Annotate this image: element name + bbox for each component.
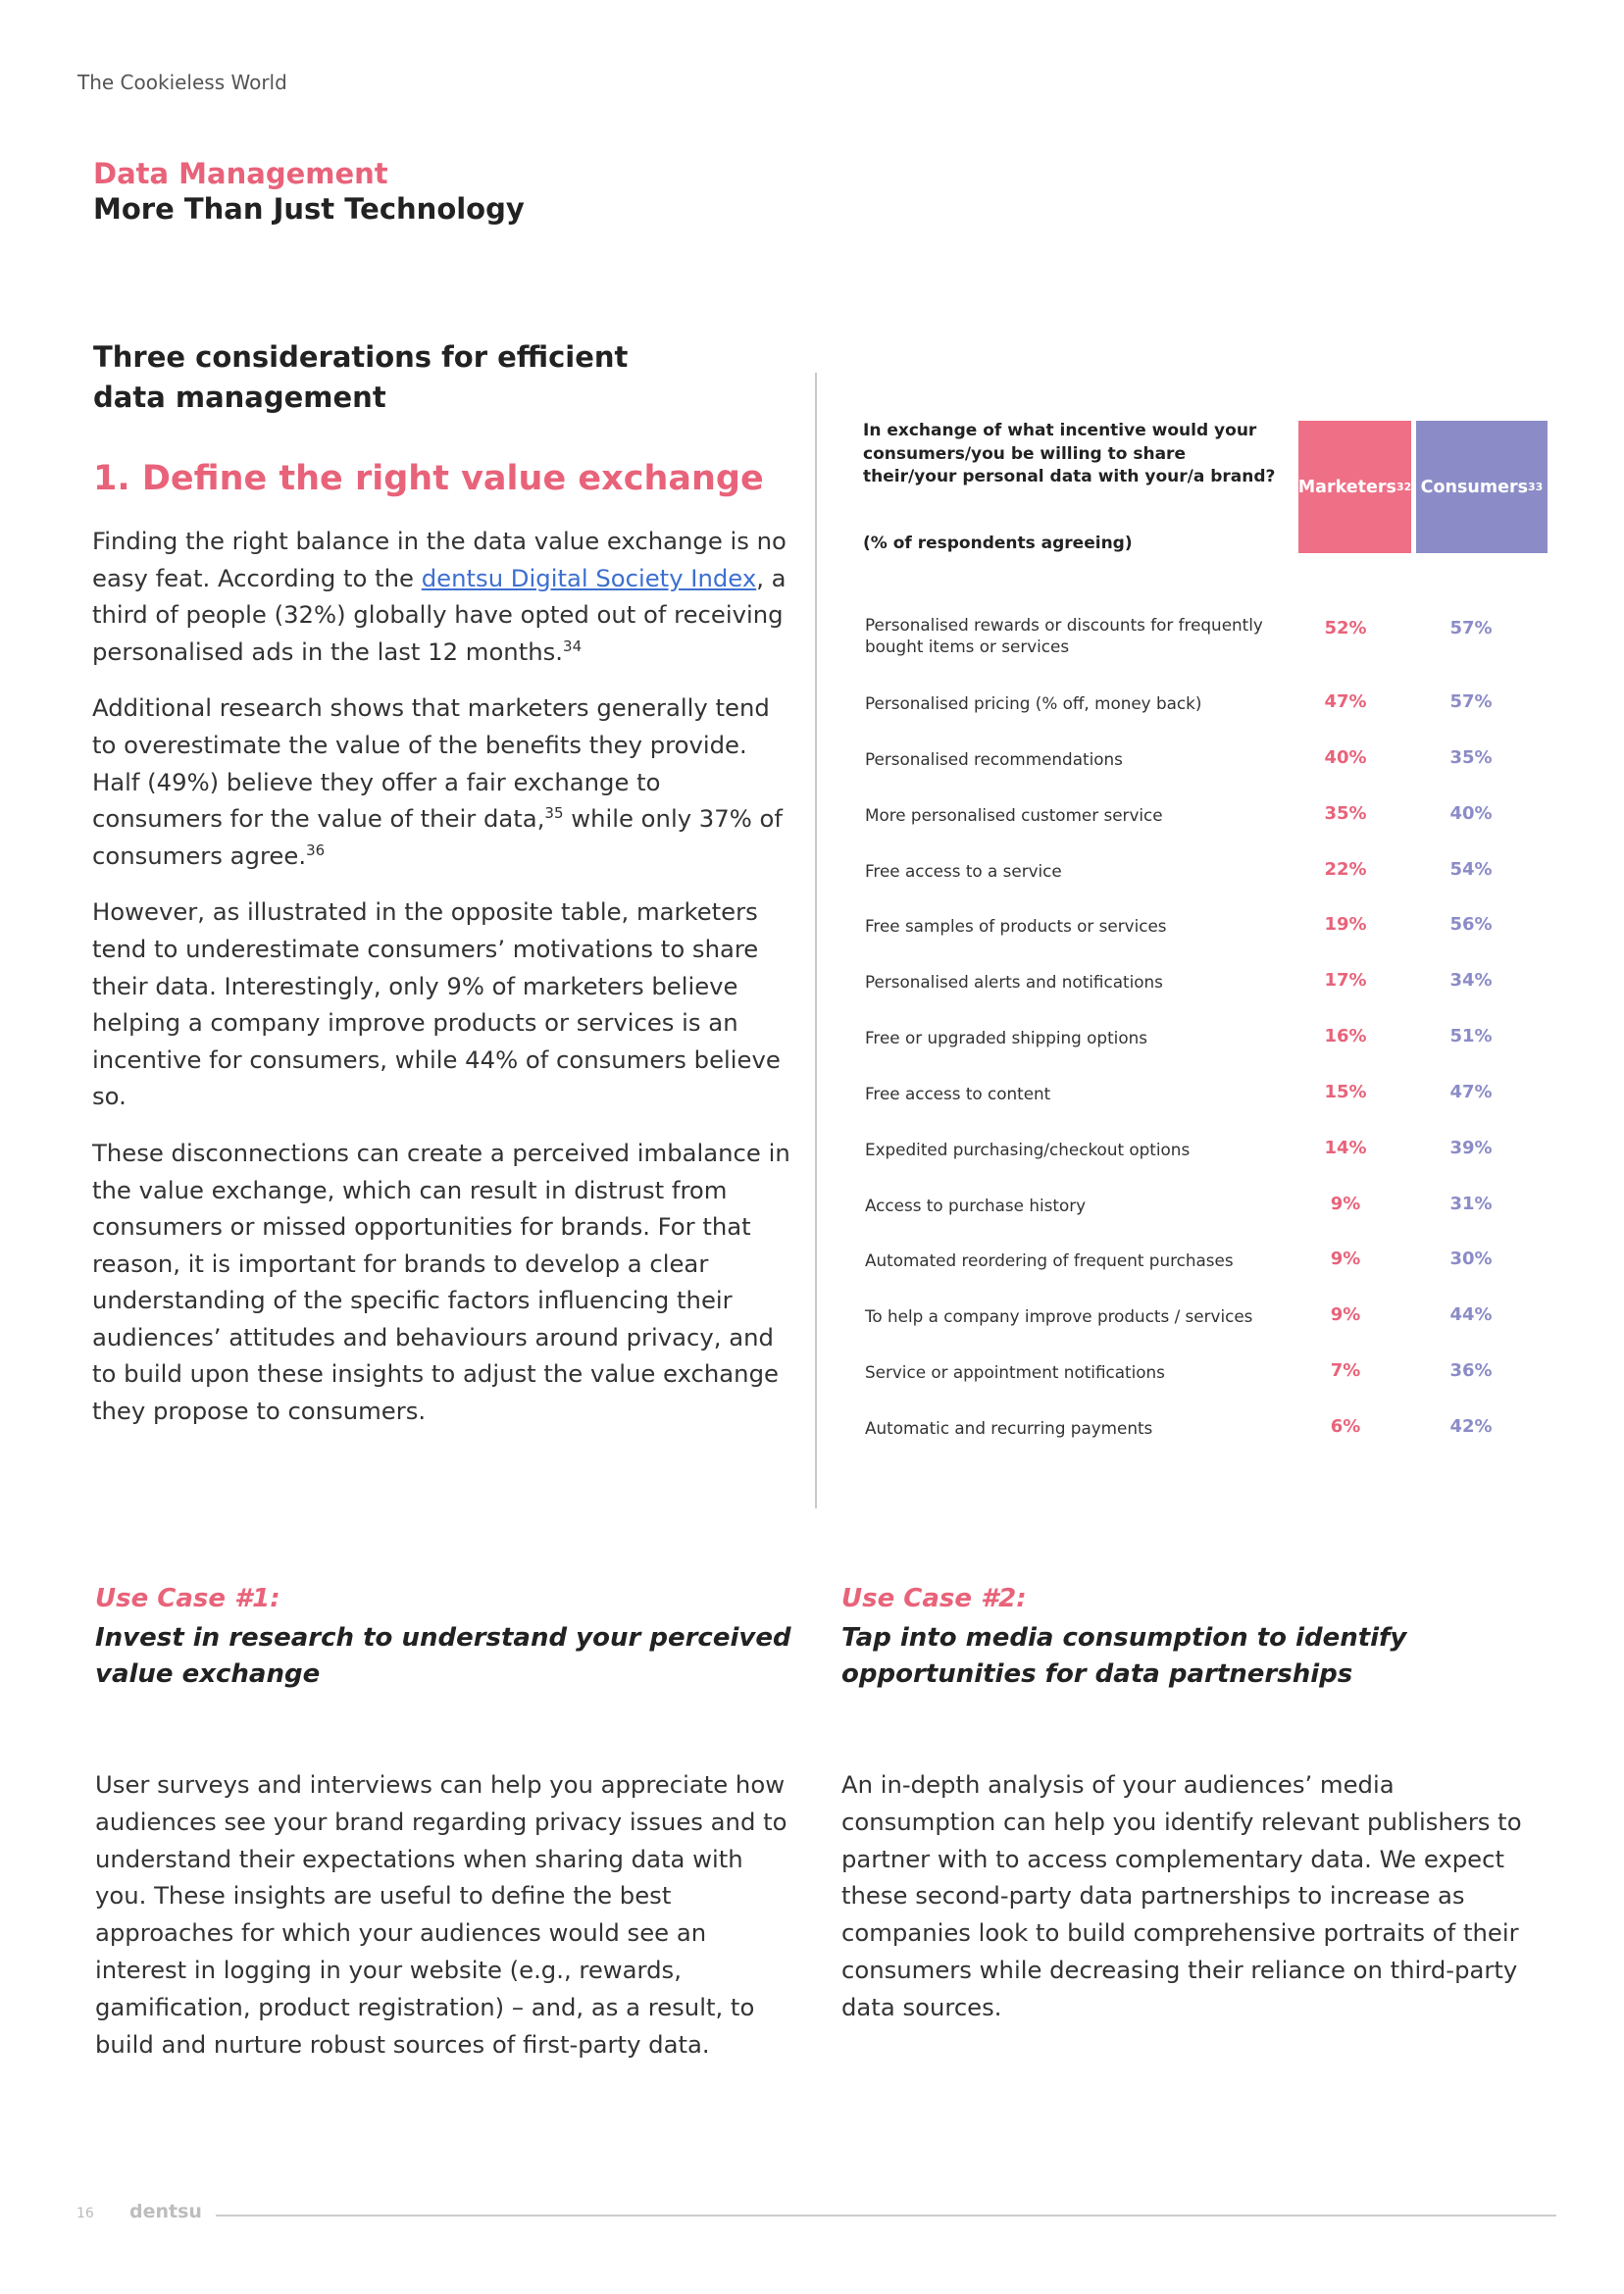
table-row [863, 1305, 1569, 1354]
page-number: 16 [76, 2206, 94, 2221]
table-row [863, 915, 1569, 964]
incentive-label: Service or appointment notifications [865, 1362, 1165, 1382]
marketers-value: 40% [1324, 747, 1367, 768]
table-row [863, 1139, 1569, 1188]
consumers-value: 57% [1449, 618, 1493, 638]
use-case-2-title: Tap into media consumption to identify opportunities for data partnerships [841, 1623, 1407, 1689]
table-row [863, 1083, 1569, 1132]
consumers-value: 56% [1449, 914, 1493, 935]
incentive-label: To help a company improve products / services [865, 1306, 1253, 1326]
marketers-value: 52% [1324, 618, 1367, 638]
running-header: The Cookieless World [77, 71, 287, 94]
consumers-value: 39% [1449, 1138, 1493, 1158]
table-row [863, 748, 1569, 797]
footnote-ref: 36 [306, 841, 326, 859]
incentive-label: Automatic and recurring payments [865, 1418, 1153, 1438]
brand-logo: dentsu [129, 2201, 202, 2222]
use-case-1-body: User surveys and interviews can help you appreciate how audiences see your brand regarding privacy issues and to understand their expectations when sharing data with you. These insights are useful to define the best approaches for which your audiences would see an interest in logging in your website (e.g., rewards, gamification, product registration) – and, as a result, to build and nurture robust sources of first-party data. [95, 1770, 787, 2059]
marketers-value: 6% [1330, 1416, 1361, 1437]
body-text [92, 523, 790, 1450]
table-question: In exchange of what incentive would your consumers/you be willing to share their/your personal data with your/a brand? [863, 421, 1276, 486]
incentive-label: More personalised customer service [865, 805, 1163, 825]
marketers-value: 9% [1330, 1304, 1361, 1325]
marketers-column-header: Marketers 32 [1298, 421, 1411, 553]
marketers-value: 14% [1324, 1138, 1367, 1158]
section-subtitle: More Than Just Technology [93, 192, 525, 226]
paragraph-4: These disconnections can create a perceived imbalance in the value exchange, which can result in distrust from consumers or missed opportunities for brands. For that reason, it is important for brands to develop a clear understanding of the specific factors influencing their audiences’ attitudes and behaviours around privacy, and to build upon these insights to adjust the value exchange they propose to consumers. [92, 1138, 790, 1426]
consumers-value: 51% [1449, 1026, 1493, 1046]
incentive-label: Free or upgraded shipping options [865, 1028, 1147, 1047]
marketers-value: 7% [1330, 1360, 1361, 1381]
consumers-value: 36% [1449, 1360, 1493, 1381]
dsi-link[interactable]: dentsu Digital Society Index [421, 563, 757, 592]
incentive-label: Free access to content [865, 1084, 1051, 1103]
marketers-value: 19% [1324, 914, 1367, 935]
consumers-value: 31% [1449, 1194, 1493, 1214]
table-row [863, 1249, 1569, 1299]
table-row [863, 1027, 1569, 1076]
consumers-value: 42% [1449, 1416, 1493, 1437]
marketers-value: 35% [1324, 803, 1367, 824]
incentive-label: Expedited purchasing/checkout options [865, 1140, 1191, 1159]
use-case-2-body: An in-depth analysis of your audiences’ media consumption can help you identify relevant publishers to partner with to access complementary data. We expect these second-party data partnerships to increase as companies look to build comprehensive portraits of their consumers while decreasing their reliance on third-party data sources. [841, 1770, 1522, 2021]
marketers-value: 15% [1324, 1082, 1367, 1102]
footnote-ref: 34 [563, 637, 583, 655]
consumers-value: 44% [1449, 1304, 1493, 1325]
consumers-value: 47% [1449, 1082, 1493, 1102]
marketers-value: 47% [1324, 691, 1367, 712]
marketers-value: 22% [1324, 859, 1367, 880]
consumers-column-header: Consumers 33 [1416, 421, 1548, 553]
table-note: (% of respondents agreeing) [863, 534, 1133, 553]
paragraph-1: Finding the right balance in the data value exchange is no easy feat. According to the dentsu Digital Society Index, a third of people (32%) globally have opted out of receiving personalised ads in the last 12 months.$^{34}$ [92, 527, 787, 666]
incentive-label: Personalised alerts and notifications [865, 972, 1163, 992]
incentive-label: Personalised recommendations [865, 749, 1123, 769]
use-case-2-label: Use Case #2: [841, 1584, 1027, 1613]
marketers-value: 17% [1324, 970, 1367, 991]
consumers-value: 40% [1449, 803, 1493, 824]
footnote-ref: 35 [544, 804, 564, 823]
marketers-value: 9% [1330, 1194, 1361, 1214]
use-case-1-label: Use Case #1: [95, 1584, 280, 1613]
consumers-value: 30% [1449, 1249, 1493, 1269]
table-row [863, 804, 1569, 853]
incentive-label: Free samples of products or services [865, 916, 1167, 936]
consumers-value: 57% [1449, 691, 1493, 712]
paragraph-2: Additional research shows that marketers generally tend to overestimate the value of the benefits they provide. Half (49%) believe they offer a fair exchange to consumers for the value of their data,$^{35}$ while only 37% of consumers agree.$^{36}$ [92, 693, 783, 870]
incentive-label: Access to purchase history [865, 1196, 1087, 1215]
footer-rule [216, 2215, 1556, 2217]
consumers-value: 54% [1449, 859, 1493, 880]
marketers-value: 9% [1330, 1249, 1361, 1269]
table-row [863, 614, 1569, 663]
paragraph-3: However, as illustrated in the opposite table, marketers tend to underestimate consumers’ motivations to share their data. Interestingly, only 9% of marketers believe helping a company improve products or services is an incentive for consumers, while 44% of consumers believe so. [92, 897, 781, 1111]
table-row [863, 971, 1569, 1020]
incentive-label: Automated reordering of frequent purchases [865, 1250, 1234, 1270]
use-case-1-title: Invest in research to understand your perceived value exchange [95, 1623, 791, 1689]
consumers-value: 35% [1449, 747, 1493, 768]
marketers-value: 16% [1324, 1026, 1367, 1046]
incentive-label: Free access to a service [865, 861, 1062, 881]
consumers-value: 34% [1449, 970, 1493, 991]
incentive-label: Personalised rewards or discounts for frequently bought items or services [865, 615, 1263, 656]
value-exchange-heading: 1. Define the right value exchange [93, 459, 764, 498]
incentive-label: Personalised pricing (% off, money back) [865, 693, 1202, 713]
table-row [863, 860, 1569, 909]
table-row [863, 692, 1569, 741]
table-row [863, 1361, 1569, 1410]
column-divider [815, 373, 817, 1508]
section-title: Data Management [93, 157, 388, 190]
considerations-heading: Three considerations for efficient data management [93, 340, 629, 414]
table-row [863, 1195, 1569, 1244]
table-row [863, 1417, 1569, 1466]
